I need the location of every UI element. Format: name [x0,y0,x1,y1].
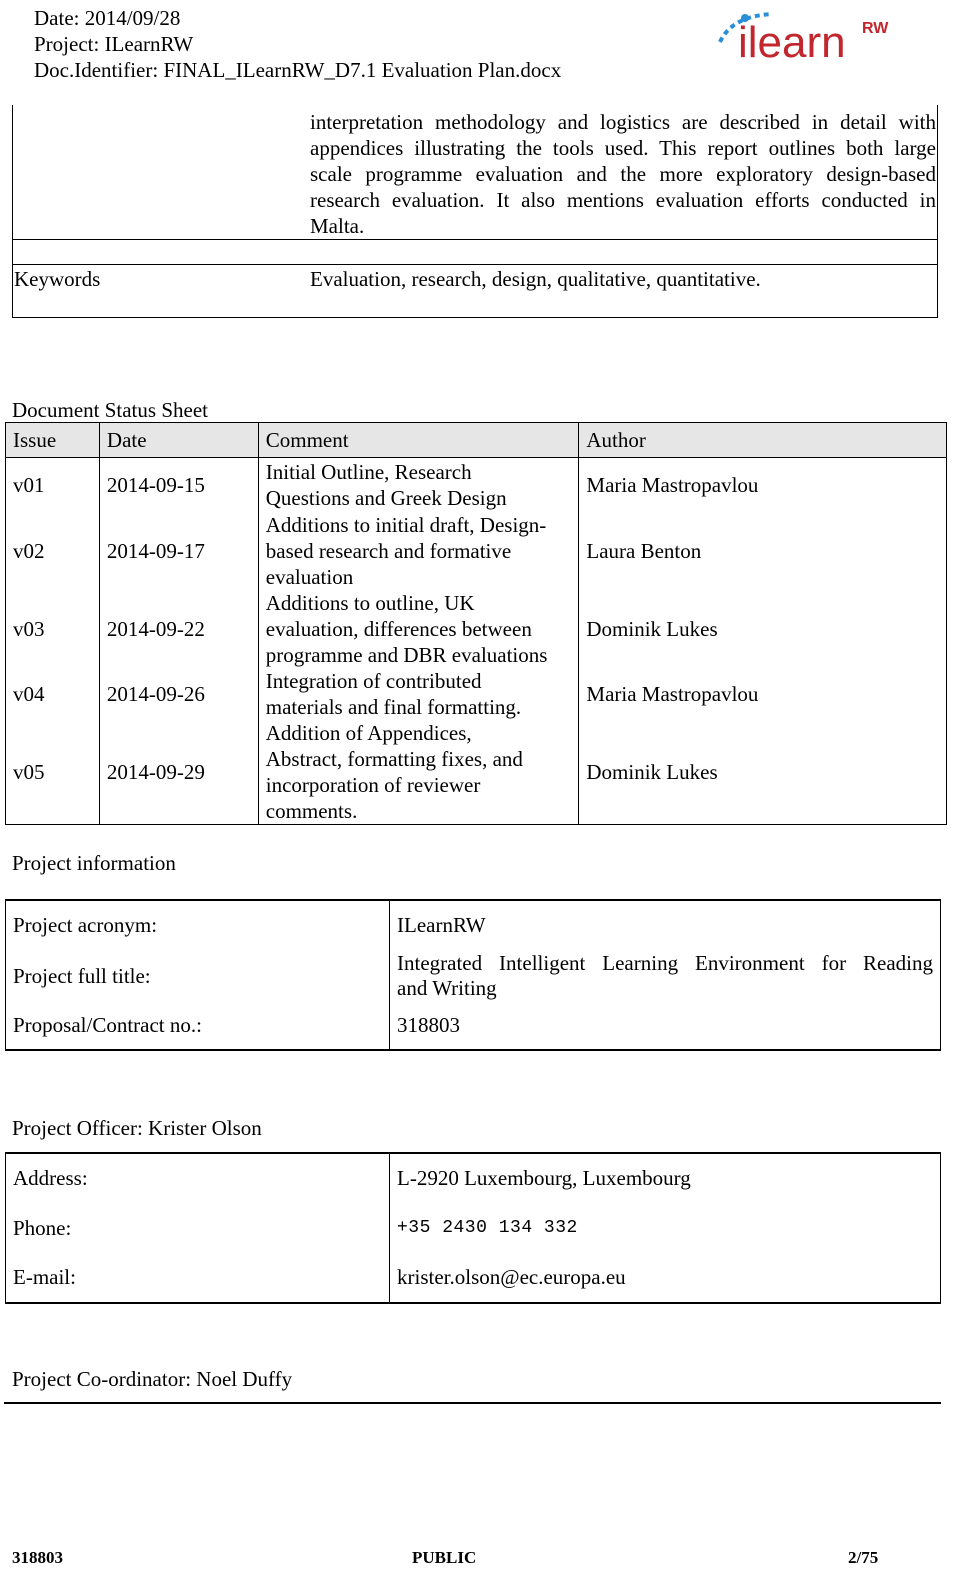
abstract-line: scale programme evaluation and the more exploratory design-based [310,162,936,186]
comment-line: Addition of Appendices, [265,720,472,745]
keywords-label: Keywords [14,267,101,291]
cell-author: Laura Benton [579,512,947,590]
email-label: E-mail: [6,1253,390,1303]
ilearnrw-logo [712,6,912,70]
abstract-line: appendices illustrating the tools used. This report outlines both large [310,136,936,160]
address-value: L-2920 Luxembourg, Luxembourg [397,1166,691,1190]
abstract-line: research evaluation. It also mentions evaluation efforts conducted in [310,188,936,212]
full-title-line: Integrated Intelligent Learning Environment for Reading [397,951,933,975]
cell-comment [258,668,579,720]
table-row [6,950,941,1002]
cell-issue: v03 [6,590,100,668]
email-value: krister.olson@ec.europa.eu [397,1265,626,1289]
table-row [6,1002,941,1050]
contract-label: Proposal/Contract no.: [6,1002,390,1050]
full-title-value [390,950,941,1002]
cell-date: 2014-09-29 [99,720,258,825]
table-row [6,1203,941,1253]
abstract-bottom-border [12,317,938,318]
project-officer-table [5,1152,941,1304]
phone-label: Phone: [6,1203,390,1253]
comment-line: Abstract, formatting fixes, and [265,746,523,771]
table-row [6,1153,941,1203]
project-info-title: Project information [12,851,176,875]
cell-date: 2014-09-22 [99,590,258,668]
coordinator-title: Project Co-ordinator: Noel Duffy [12,1367,293,1391]
comment-line: incorporation of reviewer [265,772,481,797]
status-table-header [6,423,947,458]
abstract-left-border [12,105,13,318]
contract-value: 318803 [397,1013,460,1037]
cell-date: 2014-09-26 [99,668,258,720]
comment-line: Integration of contributed [265,668,482,693]
coordinator-rule [4,1402,941,1404]
project-officer-title: Project Officer: Krister Olson [12,1116,262,1140]
doc-identifier: Doc.Identifier: FINAL_ILearnRW_D7.1 Evaluation Plan.docx [34,58,562,82]
doc-date: Date: 2014/09/28 [34,6,181,30]
cell-issue: v02 [6,512,100,590]
header-date: Date [99,423,258,458]
keywords-value: Evaluation, research, design, qualitative, quantitative. [310,267,761,291]
address-label: Address: [6,1153,390,1203]
table-row [6,590,947,668]
comment-line: Additions to initial draft, Design- [265,512,547,537]
table-row [6,1253,941,1303]
comment-line: based research and formative [265,538,512,563]
comment-line: materials and final formatting. [265,694,522,719]
cell-comment [258,458,579,512]
status-sheet-title: Document Status Sheet [12,398,208,422]
doc-project: Project: ILearnRW [34,32,194,56]
cell-author: Maria Mastropavlou [579,668,947,720]
phone-value: +35 2430 134 332 [397,1217,578,1238]
abstract-line: Malta. [310,214,365,238]
comment-line: programme and DBR evaluations [265,642,548,667]
footer-page-number: 2/75 [848,1548,879,1567]
acronym-label: Project acronym: [6,900,390,950]
table-row [6,458,947,512]
footer-left: 318803 [12,1548,63,1567]
full-title-label: Project full title: [6,950,390,1002]
acronym-value: ILearnRW [397,913,486,937]
project-info-table [5,899,941,1051]
table-row [6,512,947,590]
comment-line: evaluation [265,564,354,589]
table-row [6,900,941,950]
cell-date: 2014-09-15 [99,458,258,512]
comment-line: evaluation, differences between [265,616,532,641]
comment-line: Additions to outline, UK [265,590,475,615]
abstract-right-border [937,105,938,318]
comment-line: comments. [265,798,358,823]
cell-author: Dominik Lukes [579,720,947,825]
table-row [6,668,947,720]
cell-author: Maria Mastropavlou [579,458,947,512]
footer-center: PUBLIC [412,1548,477,1567]
header-author: Author [579,423,947,458]
cell-comment [258,590,579,668]
header-issue: Issue [6,423,100,458]
abstract-line: interpretation methodology and logistics are described in detail with [310,110,936,134]
logo-superscript: RW [862,20,889,37]
header-comment: Comment [258,423,579,458]
table-row [6,720,947,825]
abstract-divider-2 [12,264,938,265]
comment-line: Initial Outline, Research [265,459,472,484]
cell-author: Dominik Lukes [579,590,947,668]
cell-issue: v04 [6,668,100,720]
status-table [5,422,947,825]
cell-issue: v01 [6,458,100,512]
cell-date: 2014-09-17 [99,512,258,590]
cell-comment [258,720,579,825]
cell-comment [258,512,579,590]
cell-issue: v05 [6,720,100,825]
logo-text: ilearn [738,18,846,67]
comment-line: Questions and Greek Design [265,485,507,510]
full-title-line: and Writing [397,976,497,1000]
abstract-divider-1 [12,239,938,240]
